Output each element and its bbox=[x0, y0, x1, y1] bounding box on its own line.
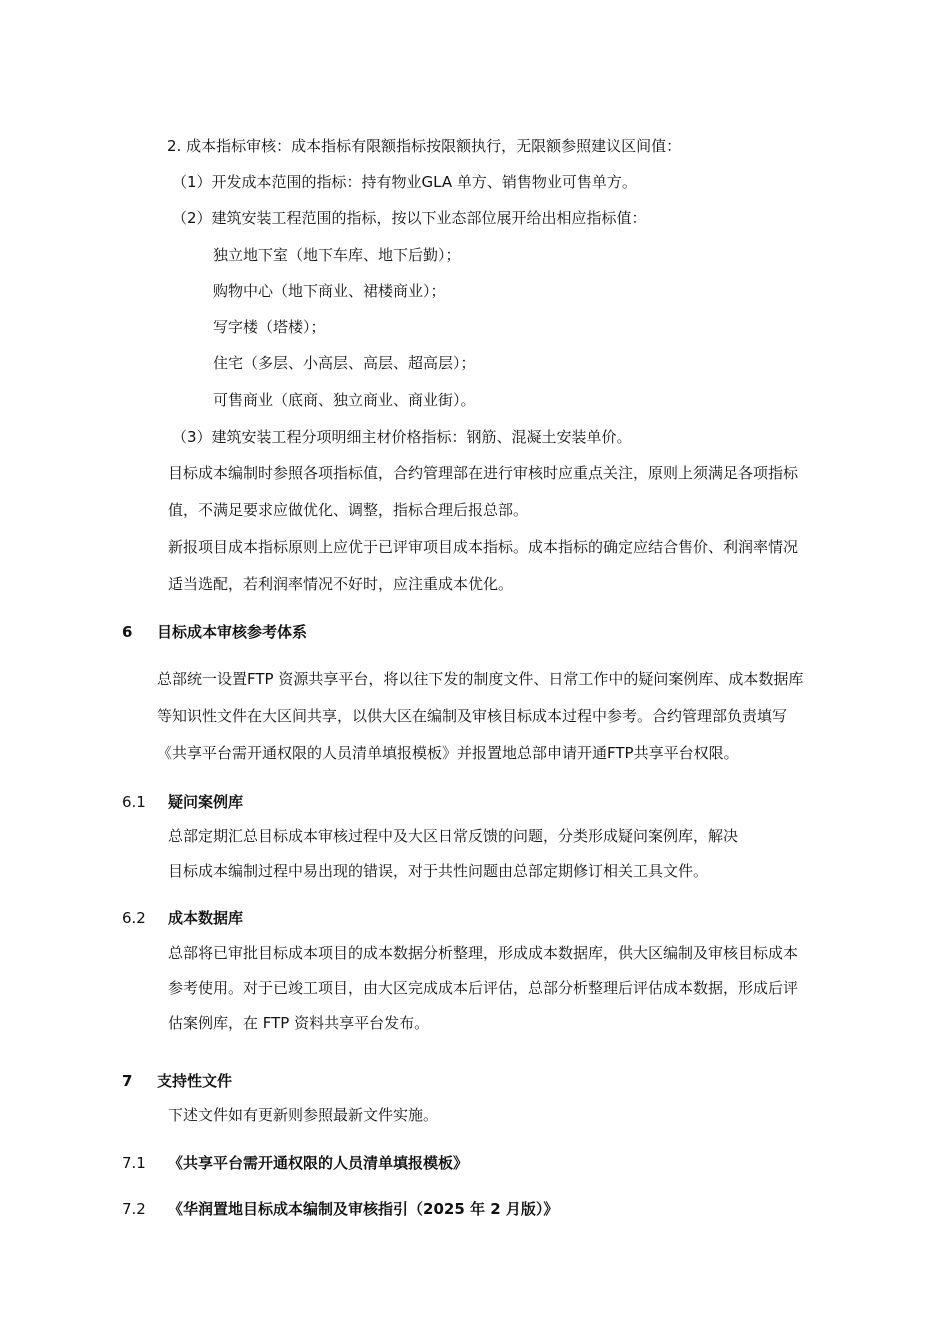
format-item: 写字楼（塔楼）； bbox=[213, 318, 326, 336]
section-7-1-number: 7.1 bbox=[122, 1154, 146, 1172]
paragraph-line: 等知识性文件在大区间共享，以供大区在编制及审核目标成本过程中参考。合约管理部负责填写 bbox=[157, 707, 788, 725]
section-7-2-number: 7.2 bbox=[122, 1200, 146, 1218]
paragraph-line: 参考使用。对于已竣工项目，由大区完成成本后评估，总部分析整理后评估成本数据，形成后评 bbox=[168, 979, 799, 997]
paragraph-line: 值，不满足要求应做优化、调整，指标合理后报总部。 bbox=[168, 501, 529, 519]
section-7-number: 7 bbox=[122, 1072, 133, 1090]
section-7-heading: 支持性文件 bbox=[157, 1072, 233, 1090]
section-6-heading: 目标成本审核参考体系 bbox=[157, 623, 308, 641]
sub-item-3-material-price-indicators: （3）建筑安装工程分项明细主材价格指标：钢筋、混凝土安装单价。 bbox=[172, 428, 632, 446]
section-6-2-heading: 成本数据库 bbox=[168, 909, 244, 927]
format-item: 可售商业（底商、独立商业、商业街）。 bbox=[213, 391, 476, 409]
paragraph-line: 总部统一设置FTP 资源共享平台，将以往下发的制度文件、日常工作中的疑问案例库、成本数据库 bbox=[157, 670, 804, 688]
format-item: 住宅（多层、小高层、高层、超高层）； bbox=[213, 354, 476, 372]
section-7-1-document-title: 《共享平台需开通权限的人员清单填报模板》 bbox=[168, 1154, 469, 1172]
paragraph-line: 估案例库，在 FTP 资料共享平台发布。 bbox=[168, 1014, 430, 1032]
paragraph-line: 适当选配，若利润率情况不好时，应注重成本优化。 bbox=[168, 575, 514, 593]
section-7-2-document-title: 《华润置地目标成本编制及审核指引（2025 年 2 月版）》 bbox=[168, 1200, 559, 1218]
paragraph-line: 下述文件如有更新则参照最新文件实施。 bbox=[168, 1106, 439, 1124]
sub-item-2-construction-indicators: （2）建筑安装工程范围的指标，按以下业态部位展开给出相应指标值： bbox=[172, 209, 647, 227]
paragraph-line: 目标成本编制时参照各项指标值，合约管理部在进行审核时应重点关注，原则上须满足各项指标 bbox=[168, 464, 799, 482]
paragraph-line: 总部定期汇总目标成本审核过程中及大区日常反馈的问题，分类形成疑问案例库，解决 bbox=[168, 827, 739, 845]
item-2-cost-indicator-review: 2. 成本指标审核：成本指标有限额指标按限额执行，无限额参照建议区间值： bbox=[167, 137, 682, 155]
section-6-2-number: 6.2 bbox=[122, 909, 146, 927]
section-6-1-heading: 疑问案例库 bbox=[168, 793, 244, 811]
section-6-number: 6 bbox=[122, 623, 133, 641]
format-item: 独立地下室（地下车库、地下后勤）； bbox=[213, 246, 461, 264]
paragraph-line: 目标成本编制过程中易出现的错误，对于共性问题由总部定期修订相关工具文件。 bbox=[168, 862, 709, 880]
paragraph-line: 总部将已审批目标成本项目的成本数据分析整理，形成成本数据库，供大区编制及审核目标成本 bbox=[168, 944, 799, 962]
paragraph-line: 新报项目成本指标原则上应优于已评审项目成本指标。成本指标的确定应结合售价、利润率情况 bbox=[168, 538, 799, 556]
sub-item-1-development-cost-indicators: （1）开发成本范围的指标：持有物业GLA 单方、销售物业可售单方。 bbox=[172, 173, 637, 191]
section-6-1-number: 6.1 bbox=[122, 793, 146, 811]
paragraph-line: 《共享平台需开通权限的人员清单填报模板》并报置地总部申请开通FTP共享平台权限。 bbox=[157, 744, 739, 762]
format-item: 购物中心（地下商业、裙楼商业）； bbox=[213, 282, 446, 300]
